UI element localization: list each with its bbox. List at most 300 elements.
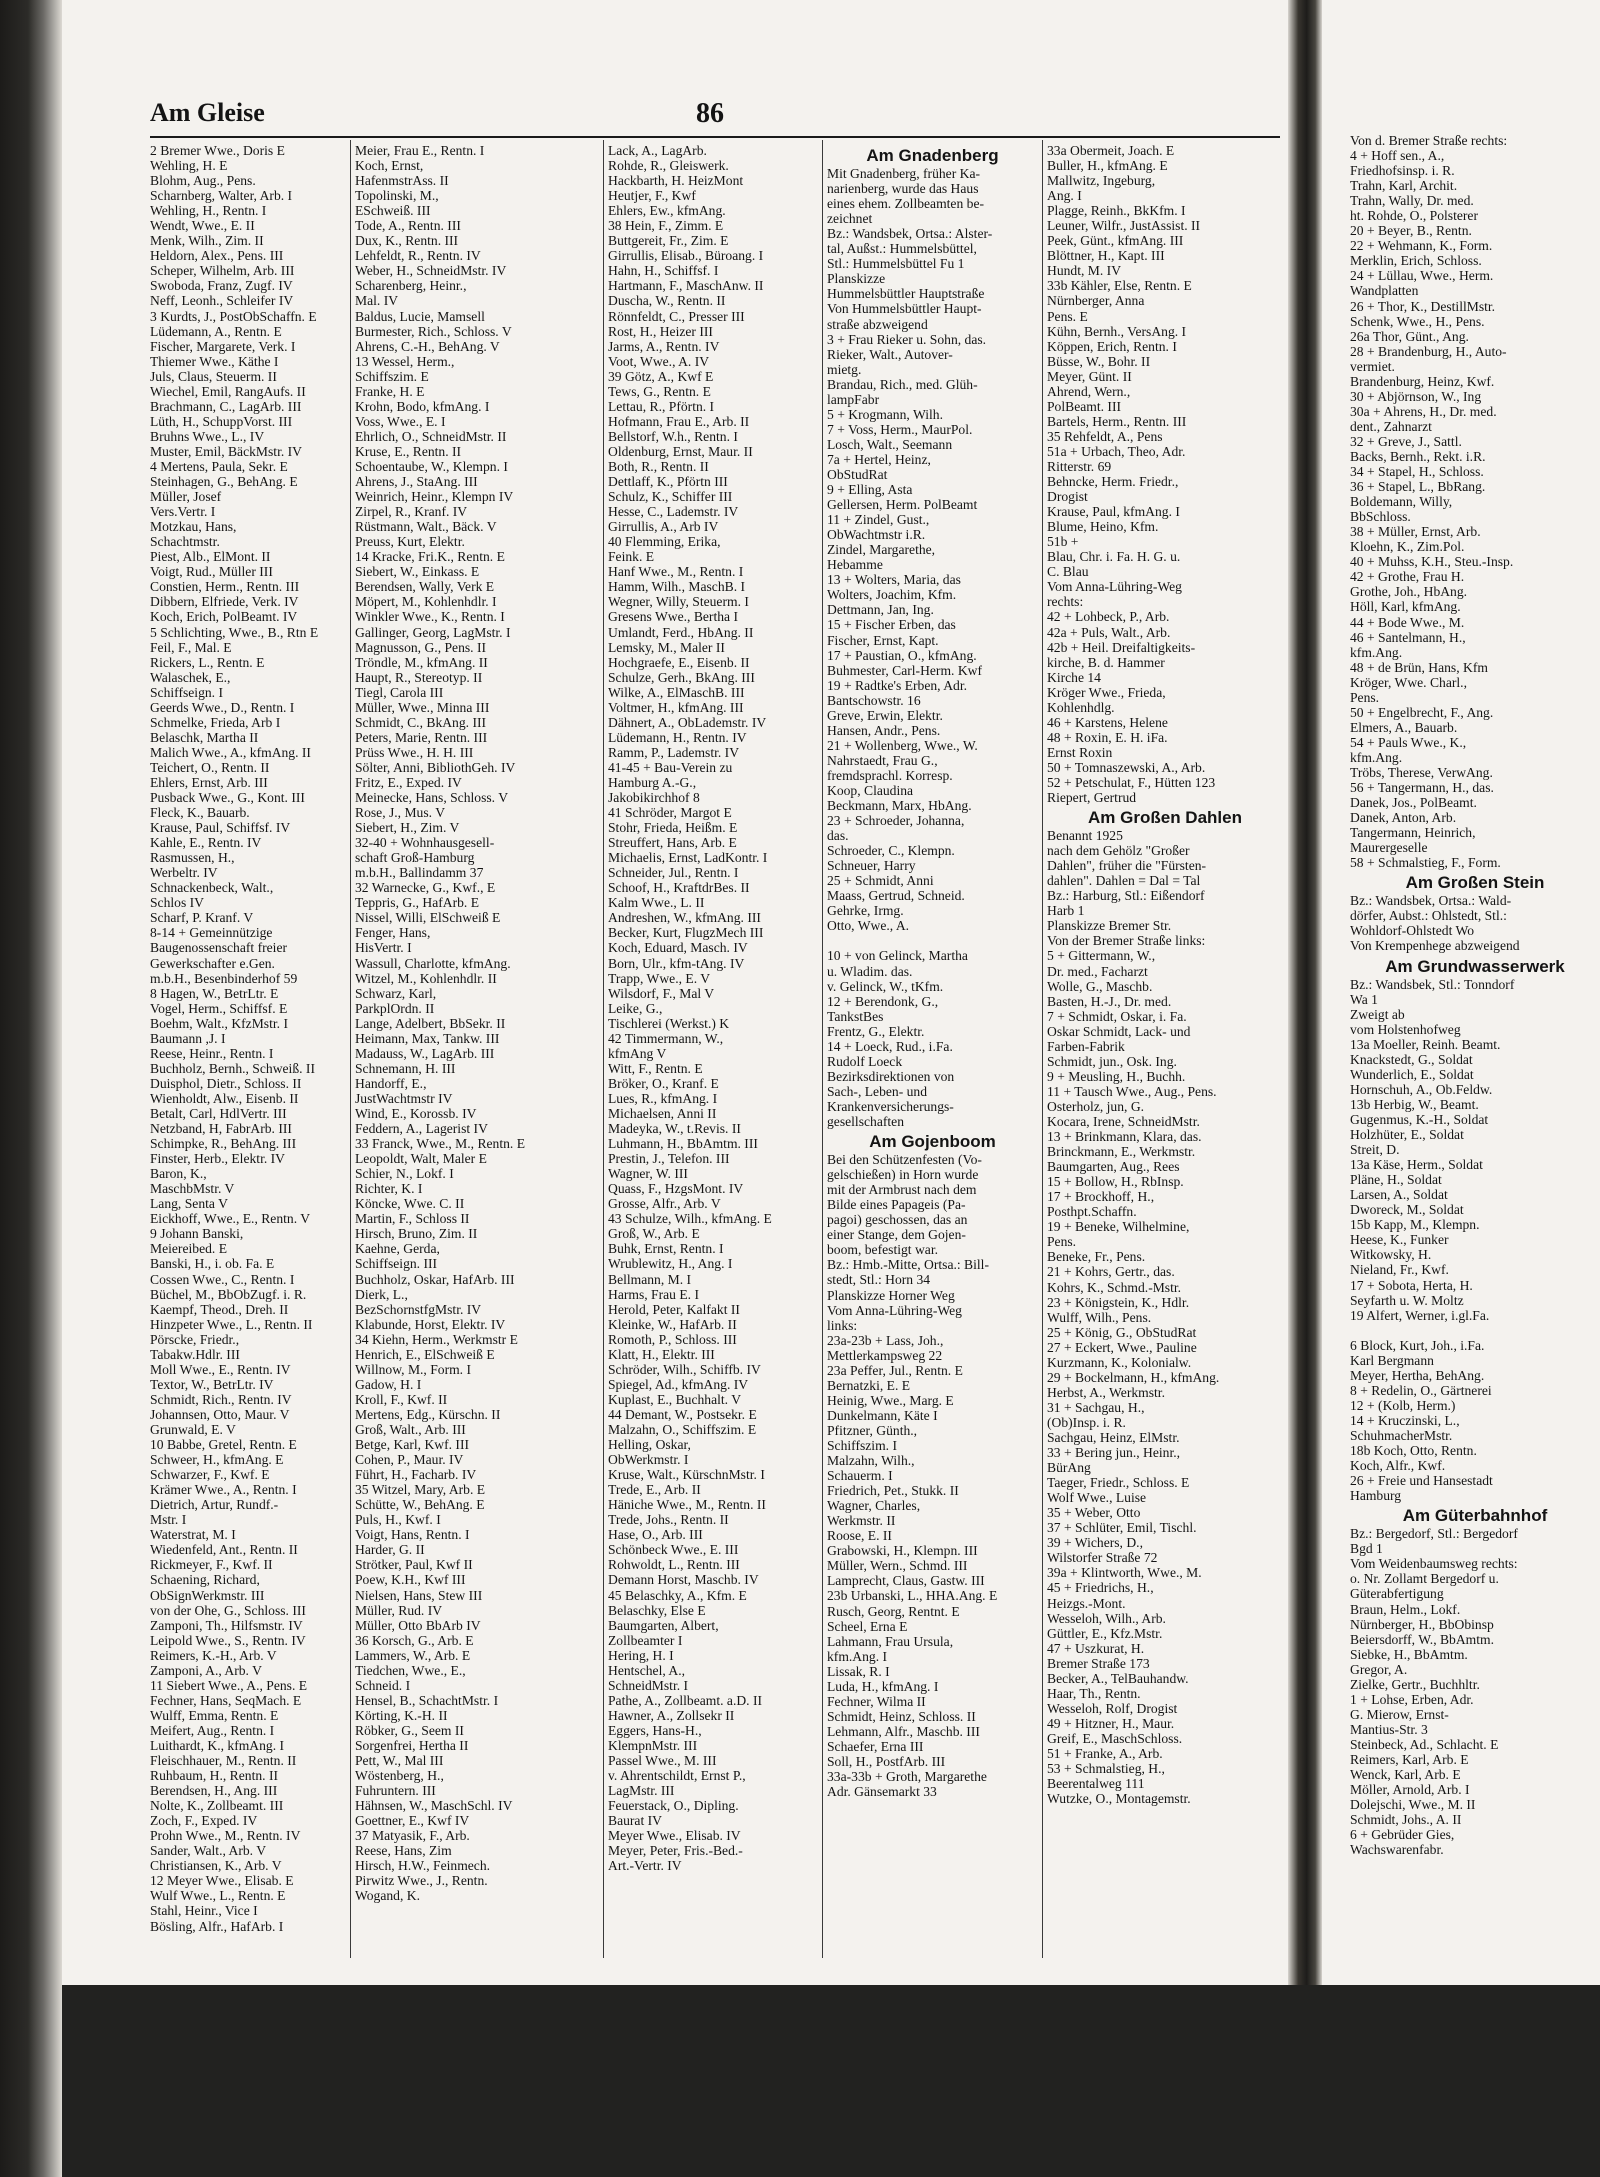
directory-line: 5 Schlichting, Wwe., B., Rtn E xyxy=(150,624,319,640)
directory-line: Mallwitz, Ingeburg, xyxy=(1047,173,1156,189)
directory-line: Hochgraefe, E., Eisenb. II xyxy=(608,654,750,670)
directory-line: Wenck, Karl, Arb. E xyxy=(1350,1767,1461,1783)
directory-line: Zoch, F., Exped. IV xyxy=(150,1813,258,1829)
directory-line: Christiansen, K., Arb. V xyxy=(150,1858,282,1874)
directory-line: Rohwoldt, L., Rentn. III xyxy=(608,1557,740,1573)
directory-line: Lettau, R., Pförtn. I xyxy=(608,398,715,414)
directory-line: 34 + Stapel, H., Schloss. xyxy=(1350,464,1484,480)
directory-line: Streuffert, Hans, Arb. E xyxy=(608,835,737,851)
directory-line: Schimpke, R., BehAng. III xyxy=(150,1136,297,1152)
directory-line: Knackstedt, G., Soldat xyxy=(1350,1051,1473,1067)
directory-line: 5 + Krogmann, Wilh. xyxy=(827,406,943,422)
directory-line: mietg. xyxy=(827,361,862,377)
directory-line: Duisphol, Dietr., Schloss. II xyxy=(150,1075,302,1091)
directory-line: Lissak, R. I xyxy=(827,1663,890,1679)
directory-line: Krankenversicherungs- xyxy=(827,1098,954,1114)
directory-line: 12 + (Kolb, Herm.) xyxy=(1350,1397,1456,1413)
directory-line: Neff, Leonh., Schleifer IV xyxy=(150,293,294,309)
directory-line: Lüdemann, A., Rentn. E xyxy=(150,323,282,339)
directory-line: Trapp, Wwe., E. V xyxy=(608,970,711,986)
directory-line: 51b + xyxy=(1047,534,1079,550)
directory-line: Stahl, Heinr., Vice I xyxy=(150,1903,258,1919)
directory-line: Behncke, Herm. Friedr., xyxy=(1047,474,1179,490)
directory-line: Otto, Wwe., A. xyxy=(827,918,910,934)
directory-line: 49 + Hitzner, H., Maur. xyxy=(1047,1715,1175,1731)
directory-line: eines ehem. Zollbeamten be- xyxy=(827,196,985,212)
directory-line: BezSchornstfgMstr. IV xyxy=(355,1301,482,1317)
directory-line: Schneider, Jul., Rentn. I xyxy=(608,865,739,881)
directory-line: Dettlaff, K., Pförtn III xyxy=(608,474,728,490)
directory-line: 27 + Eckert, Wwe., Pauline xyxy=(1047,1339,1197,1355)
directory-line: 17 + Paustian, O., kfmAng. xyxy=(827,647,977,663)
directory-line: Reimers, K.-H., Arb. V xyxy=(150,1647,277,1663)
directory-line: Kocara, Irene, SchneidMstr. xyxy=(1047,1114,1200,1129)
directory-line: Pläne, H., Soldat xyxy=(1350,1172,1442,1188)
directory-line: Kleinke, W., HafArb. II xyxy=(608,1316,737,1332)
directory-line: Weinrich, Heinr., Klempn IV xyxy=(355,489,514,505)
directory-line: 19 + Beneke, Wilhelmine, xyxy=(1047,1219,1190,1235)
directory-line: Schroeder, C., Klempn. xyxy=(827,843,955,859)
directory-line: 30 + Abjörnson, W., Ing xyxy=(1350,388,1482,404)
directory-line: Trede, E., Arb. II xyxy=(608,1482,701,1498)
directory-line: Beiersdorff, W., BbAmtm. xyxy=(1350,1631,1494,1647)
directory-line: m.b.H., Ballindamm 37 xyxy=(355,865,484,881)
directory-line: Siebert, H., Zim. V xyxy=(355,820,460,836)
directory-line: rechts: xyxy=(1047,594,1084,610)
directory-line: Bilde eines Papageis (Pa- xyxy=(827,1197,966,1213)
directory-line: Maurergeselle xyxy=(1350,840,1428,856)
directory-line: Fuhruntern. III xyxy=(355,1783,436,1799)
directory-line: Bezirksdirektionen von xyxy=(827,1068,955,1084)
directory-line: 36 + Stapel, L., BbRang. xyxy=(1350,479,1486,495)
directory-line xyxy=(1350,1323,1600,1338)
directory-line: o. Nr. Zollamt Bergedorf u. xyxy=(1350,1571,1499,1587)
directory-line: Nürnberger, H., BbObinsp xyxy=(1350,1616,1494,1632)
directory-line: Hesse, C., Lademstr. IV xyxy=(608,504,739,520)
directory-line: Reese, Hans, Zim xyxy=(355,1843,452,1859)
directory-line: 35 Witzel, Mary, Arb. E xyxy=(355,1482,486,1498)
street-heading: Am Großen Dahlen xyxy=(1088,808,1242,828)
directory-line: Becker, Kurt, FlugzMech III xyxy=(608,925,764,941)
page-number: 86 xyxy=(696,98,724,129)
directory-line: 26 + Freie und Hansestadt xyxy=(1350,1473,1493,1489)
directory-line: 7 + Schmidt, Oskar, i. Fa. xyxy=(1047,1008,1187,1024)
directory-line: Bz.: Harburg, Stl.: Eißendorf xyxy=(1047,888,1205,904)
directory-line: Planskizze xyxy=(827,271,886,287)
directory-line: Hamburg xyxy=(1350,1488,1402,1504)
directory-line: 11 + Zindel, Gust., xyxy=(827,512,930,528)
directory-line: Feink. E xyxy=(608,549,655,565)
directory-line: Pathe, A., Zollbeamt. a.D. II xyxy=(608,1692,763,1708)
directory-line: Eggers, Hans-H., xyxy=(608,1722,702,1738)
directory-line: Meyer Wwe., Elisab. IV xyxy=(608,1828,741,1844)
directory-line: Wöstenberg, H., xyxy=(355,1768,444,1784)
directory-line: Heimann, Max, Tankw. III xyxy=(355,1030,500,1046)
directory-line: 23 + Königstein, K., Hdlr. xyxy=(1047,1294,1190,1310)
directory-line: Teichert, O., Rentn. II xyxy=(150,759,270,775)
directory-line: 46 + Santelmann, H., xyxy=(1350,629,1466,645)
directory-line: Wehling, H., Rentn. I xyxy=(150,203,267,219)
directory-line: Pfitzner, Günth., xyxy=(827,1422,918,1438)
directory-line: Nolte, K., Zollbeamt. III xyxy=(150,1798,284,1814)
directory-line: 33a-33b + Groth, Margarethe xyxy=(827,1769,987,1785)
directory-line: Demann Horst, Maschb. IV xyxy=(608,1572,759,1588)
directory-line: Wegner, Willy, Steuerm. I xyxy=(608,594,749,610)
directory-line: Wind, E., Korossb. IV xyxy=(355,1106,477,1121)
directory-line: KlempnMstr. III xyxy=(608,1737,698,1753)
directory-line: Feuerstack, O., Dipling. xyxy=(608,1798,739,1814)
directory-line: Wilstorfer Straße 72 xyxy=(1047,1550,1158,1566)
directory-line: Maass, Gertrud, Schneid. xyxy=(827,888,965,904)
directory-line: Wagner, W. III xyxy=(608,1166,688,1182)
directory-line: Bartels, Herm., Rentn. III xyxy=(1047,413,1187,429)
directory-line: Dr. med., Facharzt xyxy=(1047,963,1148,979)
directory-line: Wolf Wwe., Luise xyxy=(1047,1490,1147,1506)
directory-line: 48 + Roxin, E. H. iFa. xyxy=(1047,729,1168,745)
directory-line: Groß, W., Arb. E xyxy=(608,1226,700,1242)
directory-line: HafenmstrAss. II xyxy=(355,173,449,189)
directory-line: 41 Schröder, Margot E xyxy=(608,805,732,821)
directory-line: dent., Zahnarzt xyxy=(1350,418,1432,434)
directory-line: Willnow, M., Form. I xyxy=(355,1361,472,1377)
directory-line: Teppris, G., HafArb. E xyxy=(355,895,480,911)
column-divider xyxy=(822,140,823,1958)
directory-line: Lüth, H., SchuppVorst. III xyxy=(150,413,293,429)
directory-line: SchneidMstr. I xyxy=(608,1677,689,1693)
directory-line: Kruse, Walt., KürschnMstr. I xyxy=(608,1467,765,1483)
directory-line: Rost, H., Heizer III xyxy=(608,323,713,339)
directory-line: Baldus, Lucie, Mamsell xyxy=(355,308,485,324)
column-1 xyxy=(150,143,346,1934)
directory-line: Betalt, Carl, HdlVertr. III xyxy=(150,1106,287,1121)
directory-line: Schmidt, Rich., Rentn. IV xyxy=(150,1391,292,1407)
directory-line: Bgd 1 xyxy=(1350,1541,1383,1557)
directory-line: Fischer, Ernst, Kapt. xyxy=(827,632,939,648)
directory-line: Netzband, H, FabrArb. III xyxy=(150,1121,292,1137)
directory-line: 14 Kracke, Fri.K., Rentn. E xyxy=(355,549,505,565)
directory-line: Siebert, W., Einkass. E xyxy=(355,564,480,580)
directory-line: Belaschky, Else E xyxy=(608,1602,706,1618)
directory-line: Gehrke, Irmg. xyxy=(827,903,904,919)
directory-line: 53 + Schmalstieg, H., xyxy=(1047,1761,1165,1777)
directory-line: Berendsen, Wally, Verk E xyxy=(355,579,495,595)
directory-line: Prüss Wwe., H. H. III xyxy=(355,744,474,760)
directory-line: Pusback Wwe., G., Kont. III xyxy=(150,790,305,806)
directory-line: Schauerm. I xyxy=(827,1468,893,1484)
directory-line: Beneke, Fr., Pens. xyxy=(1047,1249,1146,1265)
directory-line: Dunkelmann, Käte I xyxy=(827,1407,938,1423)
directory-line: Köncke, Wwe. C. II xyxy=(355,1196,465,1212)
directory-line: kfm.Ang. xyxy=(1350,644,1403,660)
directory-line: Voltmer, H., kfmAng. III xyxy=(608,699,744,715)
directory-line: straße abzweigend xyxy=(827,316,928,332)
directory-line: Kahle, E., Rentn. IV xyxy=(150,835,262,851)
directory-line: Schachtmstr. xyxy=(150,534,220,550)
directory-line: Boldemann, Willy, xyxy=(1350,494,1453,510)
directory-line: Wulf Wwe., L., Rentn. E xyxy=(150,1888,286,1904)
directory-line: Hebamme xyxy=(827,557,883,573)
directory-line: Finster, Herb., Elektr. IV xyxy=(150,1151,285,1167)
directory-line: 30a + Ahrens, H., Dr. med. xyxy=(1350,403,1497,419)
directory-line: Müller, Josef xyxy=(150,489,222,505)
directory-line: Brandau, Rich., med. Glüh- xyxy=(827,376,978,392)
directory-line: Harder, G. II xyxy=(355,1542,425,1558)
directory-line: Nielsen, Hans, Stew III xyxy=(355,1587,483,1603)
directory-line: Schnemann, H. III xyxy=(355,1060,456,1076)
directory-line: Voot, Wwe., A. IV xyxy=(608,353,710,369)
directory-line: Wagner, Charles, xyxy=(827,1498,921,1514)
directory-line: Pens. E xyxy=(1047,308,1088,324)
directory-line: 4 + Hoff sen., A., xyxy=(1350,148,1445,164)
directory-line: Buller, H., kfmAng. E xyxy=(1047,158,1168,174)
directory-line: 10 + von Gelinck, Martha xyxy=(827,948,968,964)
directory-line: Bz.: Wandsbek, Stl.: Tonndorf xyxy=(1350,976,1515,992)
directory-line: 7a + Hertel, Heinz, xyxy=(827,451,931,467)
directory-line: Eickhoff, Wwe., E., Rentn. V xyxy=(150,1211,311,1227)
directory-line: Preuss, Kurt, Elektr. xyxy=(355,534,465,550)
directory-line: Soll, H., PostfArb. III xyxy=(827,1753,946,1769)
directory-line: Basten, H.-J., Dr. med. xyxy=(1047,993,1172,1009)
directory-line: boom, befestigt war. xyxy=(827,1242,938,1258)
directory-line: Ahrend, Wern., xyxy=(1047,383,1131,399)
directory-line: Schiffszim. I xyxy=(827,1437,897,1453)
directory-line: Luithardt, K., kfmAng. I xyxy=(150,1737,285,1753)
directory-line: Hawner, A., Zollsekr II xyxy=(608,1707,735,1723)
directory-line: Baugenossenschaft freier xyxy=(150,940,288,956)
directory-line: Hornschuh, A., Ob.Feldw. xyxy=(1350,1081,1493,1097)
directory-line: Piest, Alb., ElMont. II xyxy=(150,549,271,565)
directory-line: Fenger, Hans, xyxy=(355,925,431,941)
directory-line: Friedrich, Pet., Stukk. II xyxy=(827,1483,959,1499)
directory-line: Bz.: Wandsbek, Ortsa.: Alster- xyxy=(827,226,993,242)
directory-line: Leuner, Wilfr., JustAssist. II xyxy=(1047,218,1201,234)
directory-line: Scharf, P. Kranf. V xyxy=(150,910,254,926)
directory-line: Peek, Günt., kfmAng. III xyxy=(1047,233,1184,249)
directory-line: Juls, Claus, Steuerm. II xyxy=(150,368,277,384)
directory-line: v. Gelinck, W., tKfm. xyxy=(827,978,944,994)
directory-line: Luda, H., kfmAng. I xyxy=(827,1678,939,1694)
directory-line: Wolle, G., Maschb. xyxy=(1047,978,1153,994)
directory-line: Hanf Wwe., M., Rentn. I xyxy=(608,564,744,580)
directory-line: Wendt, Wwe., E. II xyxy=(150,218,255,234)
directory-line: Baumgarten, Albert, xyxy=(608,1617,719,1633)
directory-line: Wesseloh, Rolf, Drogist xyxy=(1047,1700,1178,1716)
directory-line: Tews, G., Rentn. E xyxy=(608,383,711,399)
directory-line: Schmidt, jun., Osk. Ing. xyxy=(1047,1053,1177,1069)
directory-line: Hirsch, H.W., Feinmech. xyxy=(355,1858,491,1874)
directory-line: Plagge, Reinh., BkKfm. I xyxy=(1047,203,1186,219)
directory-line: Buchholz, Oskar, HafArb. III xyxy=(355,1271,515,1287)
directory-line: Michaelsen, Anni II xyxy=(608,1106,717,1121)
directory-line: Wienholdt, Alw., Eisenb. II xyxy=(150,1090,299,1106)
directory-line: Dähnert, A., ObLademstr. IV xyxy=(608,714,767,730)
directory-line: Meier, Frau E., Rentn. I xyxy=(355,143,485,158)
directory-line: Hering, H. I xyxy=(608,1647,674,1663)
directory-line: Bz.: Wandsbek, Ortsa.: Wald- xyxy=(1350,893,1512,909)
directory-line: Hinzpeter Wwe., L., Rentn. II xyxy=(150,1316,313,1332)
directory-line: 12 Meyer Wwe., Elisab. E xyxy=(150,1873,294,1889)
directory-line: Topolinski, M., xyxy=(355,188,439,204)
directory-line: Weber, H., SchneidMstr. IV xyxy=(355,263,507,279)
directory-line: Bantschowstr. 16 xyxy=(827,692,921,708)
directory-line: Stohr, Frieda, Heißm. E xyxy=(608,820,738,836)
directory-line: Herbst, A., Werkmstr. xyxy=(1047,1384,1165,1400)
directory-line: Schulze, Gerh., BkAng. III xyxy=(608,669,755,685)
directory-line: Reimers, Karl, Arb. E xyxy=(1350,1751,1469,1767)
directory-line: 14 + Loeck, Rud., i.Fa. xyxy=(827,1038,953,1054)
directory-line: Von Krempenhege abzweigend xyxy=(1350,938,1520,954)
directory-line: Sorgenfrei, Hertha II xyxy=(355,1737,469,1753)
directory-line: 50 + Tomnaszewski, A., Arb. xyxy=(1047,759,1206,775)
directory-line: Lehfeldt, R., Rentn. IV xyxy=(355,248,481,264)
directory-line: Hensel, B., SchachtMstr. I xyxy=(355,1692,499,1708)
directory-line: Luhmann, H., BbAmtm. III xyxy=(608,1136,758,1152)
directory-line: Burmester, Rich., Schloss. V xyxy=(355,323,512,339)
directory-line: stedt, Stl.: Horn 34 xyxy=(827,1272,931,1288)
directory-line: 2 Bremer Wwe., Doris E xyxy=(150,143,285,158)
directory-line: 42 + Lohbeck, P., Arb. xyxy=(1047,609,1170,625)
directory-line: Lemsky, M., Maler II xyxy=(608,639,725,655)
directory-line: 9 + Meusling, H., Buchh. xyxy=(1047,1068,1186,1084)
directory-line: Mantius-Str. 3 xyxy=(1350,1721,1428,1737)
directory-line: 33 + Bering jun., Heinr., xyxy=(1047,1445,1181,1461)
directory-line: Ernst Roxin xyxy=(1047,744,1113,760)
directory-line: 23b Urbanski, L., HHA.Ang. E xyxy=(827,1588,998,1604)
directory-line: 13 + Wolters, Maria, das xyxy=(827,572,961,588)
directory-line: 42 Timmermann, W., xyxy=(608,1030,724,1046)
directory-line: Bz.: Hmb.-Mitte, Ortsa.: Bill- xyxy=(827,1257,989,1273)
directory-line: BürAng xyxy=(1047,1460,1091,1476)
directory-line: Elmers, A., Bauarb. xyxy=(1350,719,1458,735)
directory-line: Jarms, A., Rentn. IV xyxy=(608,338,720,354)
directory-line: Scheper, Wilhelm, Arb. III xyxy=(150,263,295,279)
directory-line: 42a + Puls, Walt., Arb. xyxy=(1047,624,1171,640)
directory-line: Umlandt, Ferd., HbAng. II xyxy=(608,624,754,640)
directory-line: Quass, F., HzgsMont. IV xyxy=(608,1181,744,1197)
directory-line: Ehlers, Ew., kfmAng. xyxy=(608,203,726,219)
directory-line: 48 + de Brün, Hans, Kfm xyxy=(1350,659,1488,675)
directory-line: 47 + Uszkurat, H. xyxy=(1047,1640,1145,1656)
directory-line: Nahrstaedt, Frau G., xyxy=(827,752,938,768)
directory-line: 23a Peffer, Jul., Rentn. E xyxy=(827,1362,963,1378)
directory-line: Tiedchen, Wwe., E., xyxy=(355,1662,466,1678)
directory-line: Puls, H., Kwf. I xyxy=(355,1512,441,1528)
directory-line: Sander, Walt., Arb. V xyxy=(150,1843,267,1859)
column-2 xyxy=(355,143,599,1903)
directory-line: 33 Franck, Wwe., M., Rentn. E xyxy=(355,1136,526,1152)
directory-line: 13a Moeller, Reinh. Beamt. xyxy=(1350,1036,1501,1052)
directory-line: ObWerkmstr. I xyxy=(608,1452,689,1468)
directory-line: Koch, Erich, PolBeamt. IV xyxy=(150,609,298,625)
directory-line: 11 + Tausch Wwe., Aug., Pens. xyxy=(1047,1083,1217,1099)
directory-line: lampFabr xyxy=(827,391,880,407)
directory-line: Fritz, E., Exped. IV xyxy=(355,774,462,790)
directory-line: Werkmstr. II xyxy=(827,1513,896,1529)
directory-line: Bremer Straße 173 xyxy=(1047,1655,1150,1671)
directory-line: Riepert, Gertrud xyxy=(1047,790,1137,806)
directory-line: 54 + Pauls Wwe., K., xyxy=(1350,734,1467,750)
directory-line: Steinbeck, Ad., Schlacht. E xyxy=(1350,1736,1499,1752)
directory-line: Duscha, W., Rentn. II xyxy=(608,293,726,309)
directory-line: Larsen, A., Soldat xyxy=(1350,1187,1448,1203)
directory-line: kfm.Ang. I xyxy=(827,1648,888,1664)
directory-line: Schneuer, Harry xyxy=(827,858,916,874)
facing-page-column xyxy=(1350,133,1600,1857)
column-divider xyxy=(1042,140,1043,1958)
directory-line: Hundt, M. IV xyxy=(1047,263,1122,279)
directory-line: Scharnberg, Walter, Arb. I xyxy=(150,188,293,204)
directory-line: Büsse, W., Bohr. II xyxy=(1047,353,1151,369)
directory-line: 45 Belaschky, A., Kfm. E xyxy=(608,1587,747,1603)
directory-line: Koop, Claudina xyxy=(827,782,914,798)
directory-line: 15 + Fischer Erben, das xyxy=(827,617,956,633)
directory-line: Johannsen, Otto, Maur. V xyxy=(150,1406,290,1422)
directory-line: Dibbern, Elfriede, Verk. IV xyxy=(150,594,299,610)
directory-line: ObSignWerkmstr. III xyxy=(150,1587,265,1603)
directory-line: Lues, R., kfmAng. I xyxy=(608,1090,718,1106)
directory-line: Rose, J., Mus. V xyxy=(355,805,446,821)
directory-line: Wesseloh, Wilh., Arb. xyxy=(1047,1610,1166,1626)
directory-line: Gadow, H. I xyxy=(355,1376,422,1392)
directory-line: Nieland, Fr., Kwf. xyxy=(1350,1262,1449,1278)
directory-line: Greif, E., MaschSchloss. xyxy=(1047,1730,1183,1746)
directory-line: Schulz, K., Schiffer III xyxy=(608,489,733,505)
directory-line: Fischer, Margarete, Verk. I xyxy=(150,338,296,354)
directory-line: Dietrich, Artur, Rundf.- xyxy=(150,1497,279,1513)
directory-line: Witzel, M., Kohlenhdlr. II xyxy=(355,970,497,986)
directory-line: Höll, Karl, kfmAng. xyxy=(1350,599,1461,615)
directory-line: Meyer, Hertha, BehAng. xyxy=(1350,1367,1485,1383)
directory-line: 3 Kurdts, J., PostObSchaffn. E xyxy=(150,308,317,324)
directory-line: Hentschel, A., xyxy=(608,1662,686,1678)
directory-line: 9 + Elling, Asta xyxy=(827,482,913,498)
directory-line: Constien, Herm., Rentn. III xyxy=(150,579,300,595)
directory-line: Dworeck, M., Soldat xyxy=(1350,1202,1464,1218)
directory-line: 22 + Wehmann, K., Form. xyxy=(1350,238,1493,254)
directory-line: Born, Ulr., kfm-tAng. IV xyxy=(608,955,745,971)
directory-line: Rönnfeldt, C., Presser III xyxy=(608,308,745,324)
directory-line: Malzahn, O., Schiffszim. E xyxy=(608,1421,757,1437)
directory-line: Seyfarth u. W. Moltz xyxy=(1350,1292,1464,1308)
directory-line: Kohlenhdlg. xyxy=(1047,699,1115,715)
directory-line: Wrublewitz, H., Ang. I xyxy=(608,1256,733,1272)
directory-line: Vom Weidenbaumsweg rechts: xyxy=(1350,1556,1518,1572)
directory-line: Wa 1 xyxy=(1350,991,1378,1007)
scan-left-edge xyxy=(0,0,62,2177)
directory-line: 31 + Sachgau, H., xyxy=(1047,1399,1145,1415)
directory-line: Leike, G., xyxy=(608,1000,663,1016)
directory-line: Malzahn, Wilh., xyxy=(827,1453,915,1469)
directory-line: Lüdemann, H., Rentn. IV xyxy=(608,729,747,745)
directory-line: Madeyka, W., t.Revis. II xyxy=(608,1121,741,1137)
directory-line: Schnackenbeck, Walt., xyxy=(150,880,274,896)
directory-line: Von d. Bremer Straße rechts: xyxy=(1350,133,1508,148)
directory-line: Schneid. I xyxy=(355,1677,411,1693)
directory-line: schaft Groß-Hamburg xyxy=(355,850,475,866)
directory-line: Wutzke, O., Montagemstr. xyxy=(1047,1791,1191,1807)
directory-line: Reese, Heinr., Rentn. I xyxy=(150,1045,274,1061)
directory-line: Berendsen, H., Ang. III xyxy=(150,1783,278,1799)
directory-line: Ehrlich, O., SchneidMstr. II xyxy=(355,428,507,444)
directory-line: Dolejschi, Wwe., M. II xyxy=(1350,1797,1476,1813)
directory-line: Kloehn, K., Zim.Pol. xyxy=(1350,539,1465,555)
directory-line: JustWachtmstr IV xyxy=(355,1090,453,1106)
directory-line: Lehmann, Alfr., Maschb. III xyxy=(827,1723,980,1739)
column-4 xyxy=(827,143,1038,1799)
directory-line: Schönbeck Wwe., E. III xyxy=(608,1542,739,1558)
directory-line: u. Wladim. das. xyxy=(827,963,913,979)
directory-line: Martin, F., Schloss II xyxy=(355,1211,470,1227)
